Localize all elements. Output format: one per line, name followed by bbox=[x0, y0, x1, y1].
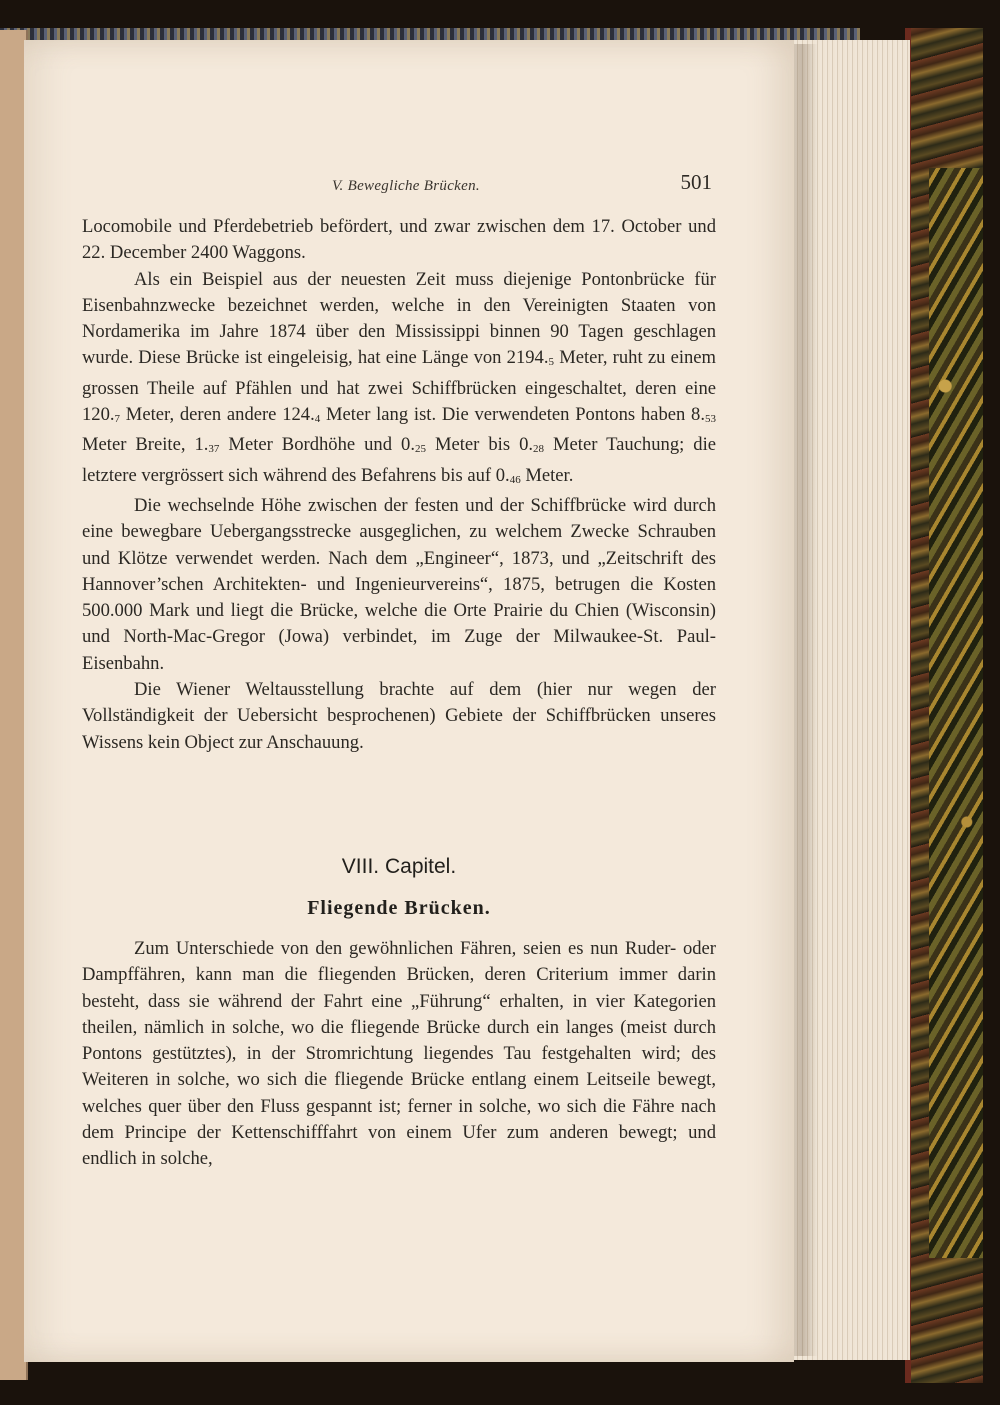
text-segment: Meter, deren andere 124. bbox=[120, 404, 315, 426]
text-segment: Als ein Beispiel aus der neuesten Zeit muss diejenige Pontonbrücke für Eisenbahnzwecke bezeichnet werden, welche in den Vereinigten Staaten von Nordamerika im Jahre 1874 über den Mississippi binnen 90 Tagen geschlagen wurde. Diese Brücke ist eingeleisig, hat eine Länge von 2194. bbox=[82, 268, 716, 369]
text-segment: Meter. bbox=[520, 464, 574, 486]
paragraph: Zum Unterschiede von den gewöhnlichen Fähren, seien es nun Ruder- oder Dampffähren, kann man die fliegenden Brücken, deren Criterium immer darin besteht, dass sie während der Fahrt eine „Führung“ erhalten, in vier Kategorien theilen, nämlich in solche, wo die fliegende Brücke durch ein langes (meist durch Pontons gestütztes), in der Stromrichtung liegendes Tau festgehalten wird; des Weiteren in solche, wo sich die fliegende Brücke entlang einem Leitseile bewegt, welches quer über den Fluss gespannt ist; ferner in solche, wo sich die Fähre nach dem Principe der Kettenschifffahrt von einem Ufer zum anderen bewegt; und endlich in solche, bbox=[82, 938, 716, 1170]
chapter-body-text bbox=[82, 936, 716, 1173]
text-segment: Meter Bordhöhe und 0. bbox=[219, 434, 415, 456]
decimal-subscript: 46 bbox=[509, 473, 521, 486]
decimal-subscript: 37 bbox=[208, 443, 220, 456]
decimal-subscript: 4 bbox=[314, 413, 321, 426]
body-text bbox=[82, 214, 716, 756]
paragraph bbox=[82, 214, 716, 267]
chapter-title: Fliegende Brücken. bbox=[307, 897, 491, 919]
book-page bbox=[24, 40, 794, 1362]
decimal-subscript: 5 bbox=[548, 356, 554, 369]
decimal-subscript: 53 bbox=[704, 413, 716, 426]
decimal-subscript: 28 bbox=[533, 443, 545, 456]
text-segment: Meter Breite, 1. bbox=[82, 434, 209, 456]
decimal-subscript: 25 bbox=[414, 443, 426, 456]
text-segment: Meter Tauchung; die letztere vergrössert sich während des Befahrens bis auf 0. bbox=[82, 434, 716, 486]
text-segment: Locomobile und Pferdebetrieb befördert, und zwar zwischen dem 17. October und 22. December 2400 Waggons. bbox=[82, 216, 716, 264]
page-number: 501 bbox=[680, 170, 712, 194]
paragraph bbox=[82, 267, 716, 493]
running-title: V. Bewegliche Brücken. bbox=[332, 178, 480, 194]
text-segment: Die wechselnde Höhe zwischen der festen und der Schiffbrücke wird durch eine bewegbare Uebergangsstrecke ausgeglichen, zu welchem Zwecke Schrauben und Klötze verwendet werden. Nach dem „Engineer“, 1873, und „Zeitschrift des Hannover’schen Architekten- und Ingenieurvereins“, 1875, betrugen die Kosten 500.000 Mark und liegt die Brücke, welche die Orte Prairie du Chien (Wisconsin) und North-Mac-Gregor (Jowa) verbindet, im Zuge der Milwaukee-St. Paul-Eisenbahn. bbox=[82, 494, 716, 674]
text-segment: Meter lang ist. Die verwendeten Pontons haben 8. bbox=[320, 404, 705, 426]
paragraph bbox=[82, 677, 716, 756]
running-head bbox=[82, 170, 712, 200]
chapter-number: VIII. Capitel. bbox=[341, 855, 457, 878]
paragraph bbox=[82, 493, 716, 677]
text-segment: Meter bis 0. bbox=[425, 434, 534, 456]
text-segment: Die Wiener Weltausstellung brachte auf dem (hier nur wegen der Vollständigkeit der Uebersicht besprochenen) Gebiete der Schiffbrücken unseres Wissens kein Object zur Anschauung. bbox=[82, 679, 716, 753]
right-book-cover bbox=[905, 28, 983, 1383]
text-segment: Meter, ruht zu einem grossen Theile auf Pfählen und hat zwei Schiffbrücken eingeschaltet, deren eine 120. bbox=[82, 347, 716, 426]
marbled-cover-pattern bbox=[929, 168, 983, 1258]
decimal-subscript: 7 bbox=[114, 413, 121, 426]
